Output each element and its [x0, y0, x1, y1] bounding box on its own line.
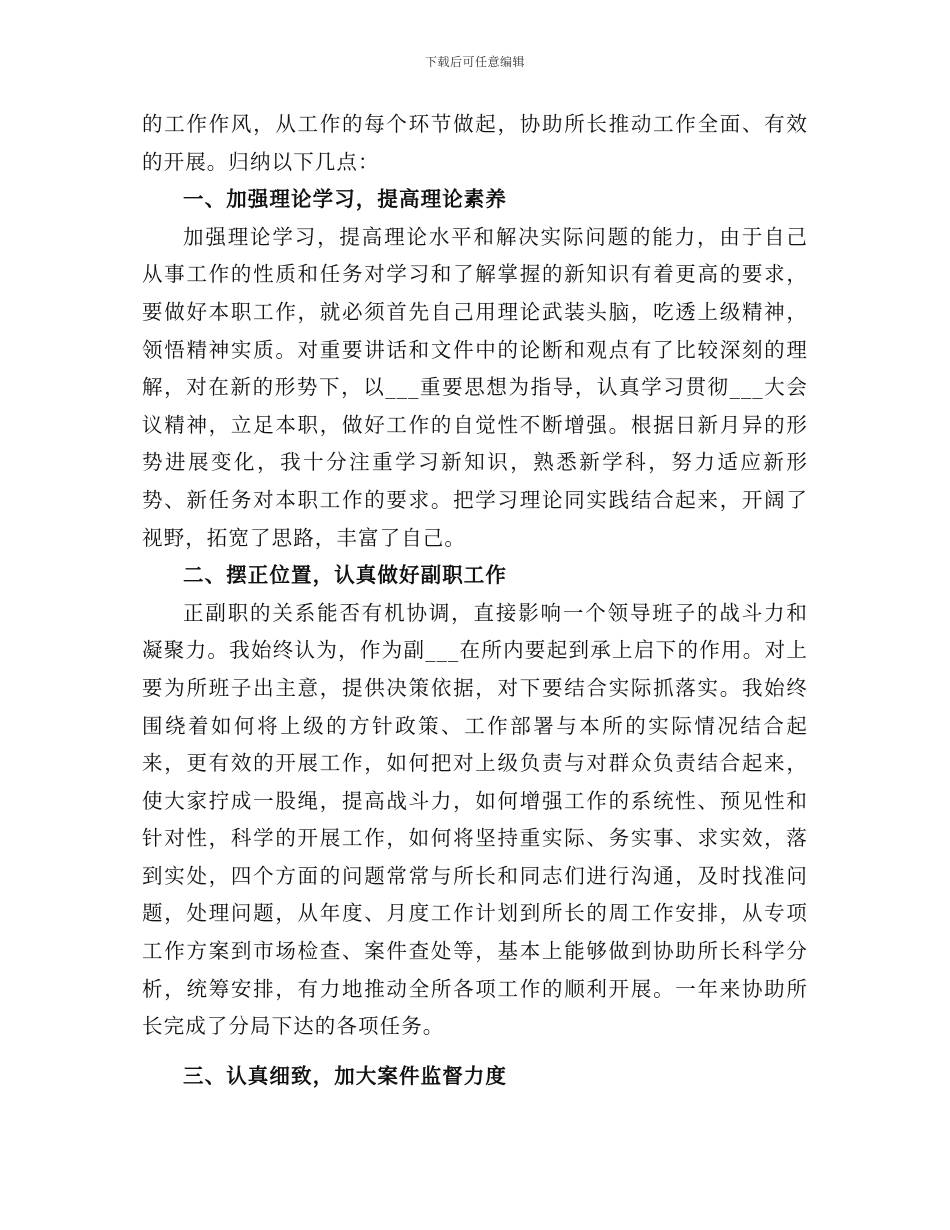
page-header: 下载后可任意编辑 [424, 55, 525, 69]
intro-paragraph: 的工作作风，从工作的每个环节做起，协助所长推动工作全面、有效的开展。归纳以下几点： [142, 112, 808, 174]
section-heading-1: 一、加强理论学习，提高理论素养 [183, 187, 507, 212]
section-heading-2: 二、摆正位置，认真做好副职工作 [183, 563, 507, 588]
section-paragraph-2: 正副职的关系能否有机协调，直接影响一个领导班子的战斗力和凝聚力。我始终认为，作为副___在所内要起到承上启下的作用。对上要为所班子出主意，提供决策依据，对下要结合实际抓落实。我始终围绕着如何将上级的方针政策、工作部署与本所的实际情况结合起来，更有效的开展工作，如何把对上级负责与对群众负责结合起来，使大家拧成一股绳，提高战斗力，如何增强工作的系统性、预见性和针对性，科学的开展工作，如何将坚持重实际、务实事、求实效，落到实处，四个方面的问题常常与所长和同志们进行沟通，及时找准问题，处理问题，从年度、月度工作计划到所长的周工作安排，从专项工作方案到市场检查、案件查处等，基本上能够做到协助所长科学分析，统筹安排，有力地推动全所各项工作的顺利开展。一年来协助所长完成了分局下达的各项任务。 [142, 600, 808, 1039]
document-body [142, 106, 808, 1095]
section-paragraph-1: 加强理论学习，提高理论水平和解决实际问题的能力，由于自己从事工作的性质和任务对学习和了解掌握的新知识有着更高的要求，要做好本职工作，就必须首先自己用理论武装头脑，吃透上级精神，领悟精神实质。对重要讲话和文件中的论断和观点有了比较深刻的理解，对在新的形势下，以___重要思想为指导，认真学习贯彻___大会议精神，立足本职，做好工作的自觉性不断增强。根据日新月异的形势进展变化，我十分注重学习新知识，熟悉新学科，努力适应新形势、新任务对本职工作的要求。把学习理论同实践结合起来，开阔了视野，拓宽了思路，丰富了自己。 [142, 224, 808, 550]
section-heading-3: 三、认真细致，加大案件监督力度 [183, 1063, 507, 1088]
